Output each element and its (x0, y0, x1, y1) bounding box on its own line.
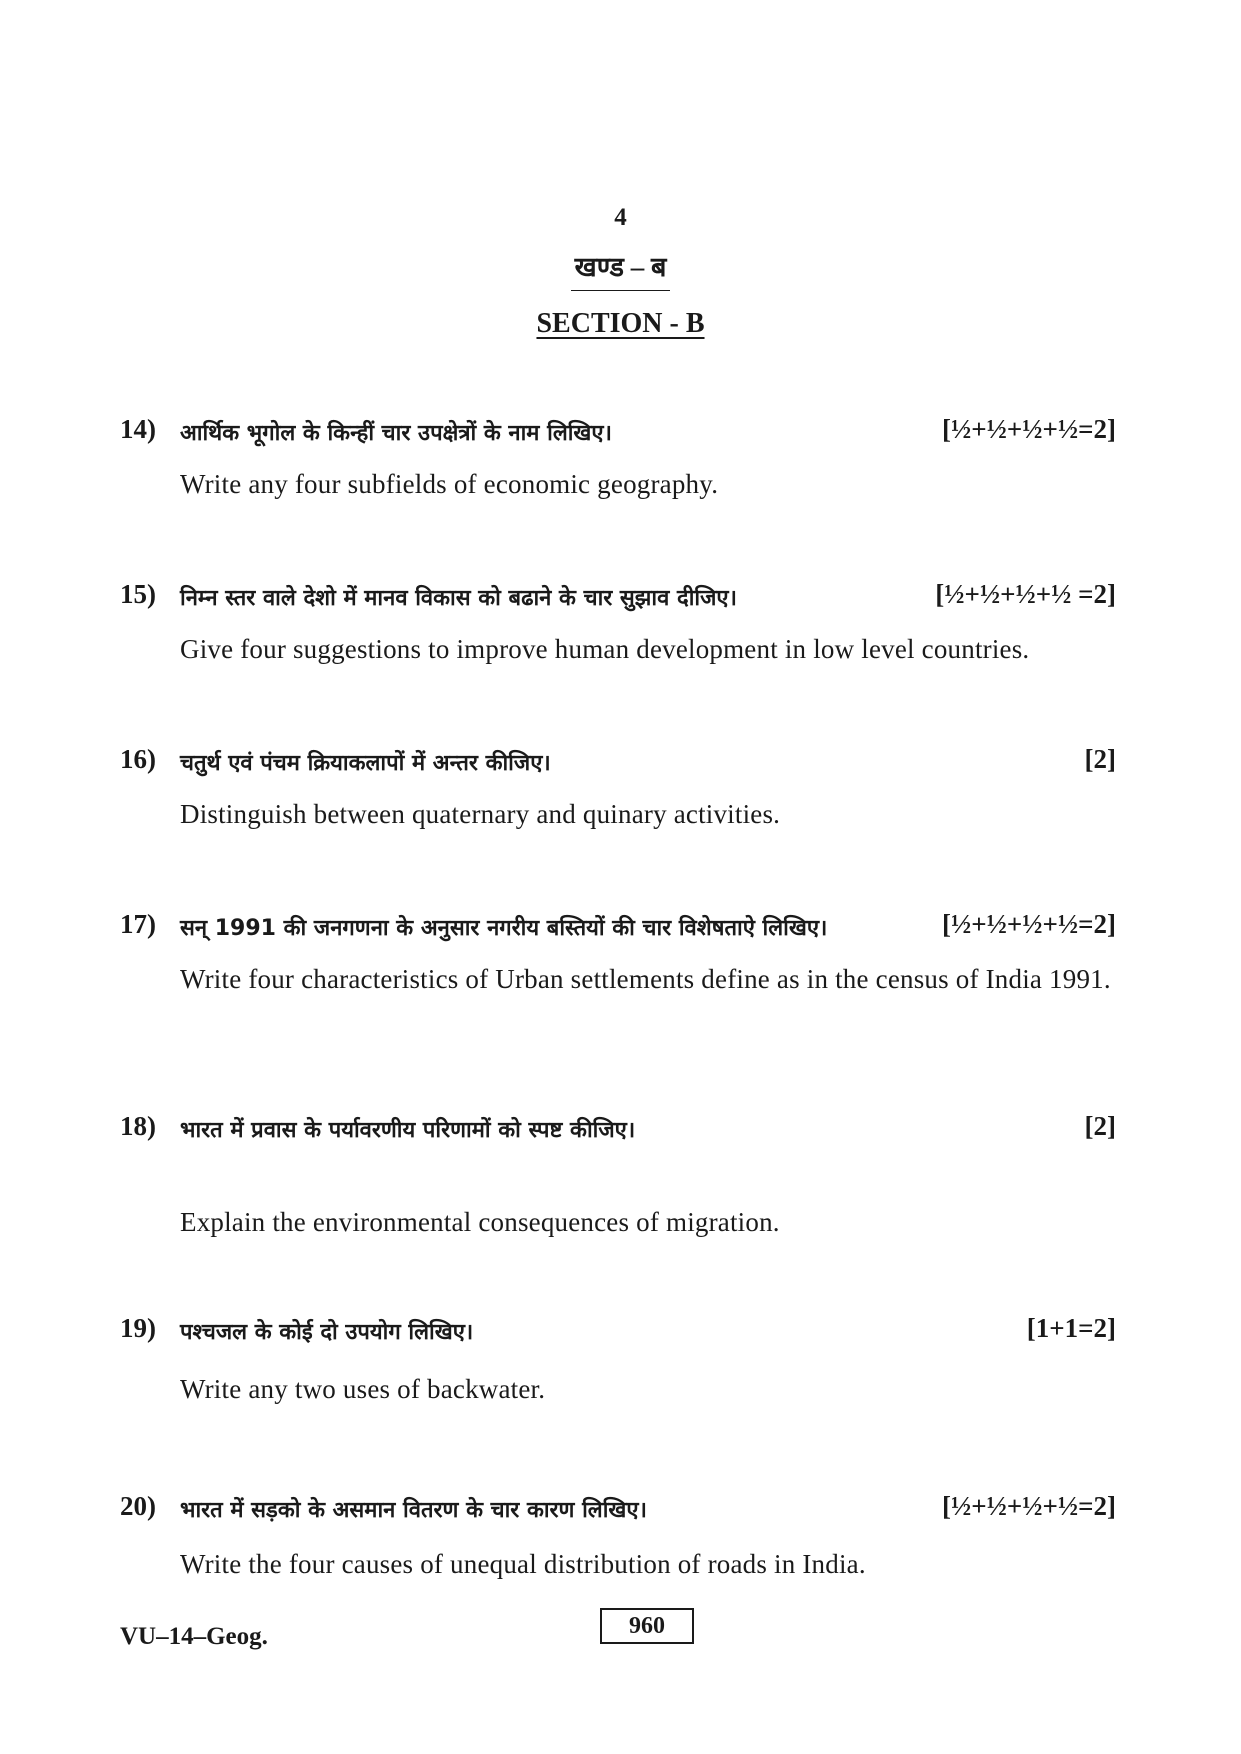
question-text-hindi: निम्न स्तर वाले देशो में मानव विकास को बढाने के चार सुझाव दीजिए। (180, 586, 737, 611)
section-title-hindi (0, 247, 1241, 291)
question-number: 17) (120, 909, 156, 939)
question-text-english: Write four characteristics of Urban settlements define as in the census of India 1991. (180, 964, 1111, 994)
question-text-hindi: भारत में प्रवास के पर्यावरणीय परिणामों को स्पष्ट कीजिए। (180, 1118, 636, 1143)
question-text-hindi: चतुर्थ एवं पंचम क्रियाकलापों में अन्तर कीजिए। (180, 751, 551, 776)
question-marks: [½+½+½+½=2] (941, 909, 1116, 939)
question-marks: [2] (1084, 1111, 1116, 1141)
question-text-hindi: आर्थिक भूगोल के किन्हीं चार उपक्षेत्रों के नाम लिखिए। (180, 421, 612, 446)
question-marks: [2] (1084, 744, 1116, 774)
question-marks: [½+½+½+½ =2] (935, 579, 1116, 609)
question-text-hindi: भारत में सड़को के असमान वितरण के चार कारण लिखिए। (180, 1498, 647, 1523)
paper-code: VU–14–Geog. (120, 1623, 268, 1650)
question-number: 16) (120, 744, 156, 774)
question-text-english: Give four suggestions to improve human development in low level countries. (180, 634, 1030, 664)
question-text-hindi: सन् 1991 की जनगणना के अनुसार नगरीय बस्तियों की चार विशेषताऐ लिखिए। (180, 916, 828, 941)
question-number: 20) (120, 1491, 156, 1521)
question-text-english: Write the four causes of unequal distribution of roads in India. (180, 1549, 866, 1579)
question-text-english: Explain the environmental consequences of migration. (180, 1207, 780, 1237)
question-text-english: Distinguish between quaternary and quinary activities. (180, 799, 781, 829)
section-title-hindi-text: खण्ड – ब (571, 247, 671, 291)
question-number: 14) (120, 414, 156, 444)
question-number: 18) (120, 1111, 156, 1141)
section-title-english-text: SECTION - B (536, 308, 705, 339)
section-title-english (0, 308, 1241, 340)
question-text-hindi: पश्चजल के कोई दो उपयोग लिखिए। (180, 1320, 474, 1345)
question-text-english: Write any four subfields of economic geography. (180, 469, 719, 499)
question-marks: [½+½+½+½=2] (941, 1491, 1116, 1521)
question-marks: [½+½+½+½=2] (941, 414, 1116, 444)
question-number: 19) (120, 1313, 156, 1343)
question-number: 15) (120, 579, 156, 609)
page-code-box: 960 (600, 1608, 694, 1644)
question-marks: [1+1=2] (1026, 1313, 1116, 1343)
question-text-english: Write any two uses of backwater. (180, 1374, 546, 1404)
page-number: 4 (614, 204, 627, 231)
